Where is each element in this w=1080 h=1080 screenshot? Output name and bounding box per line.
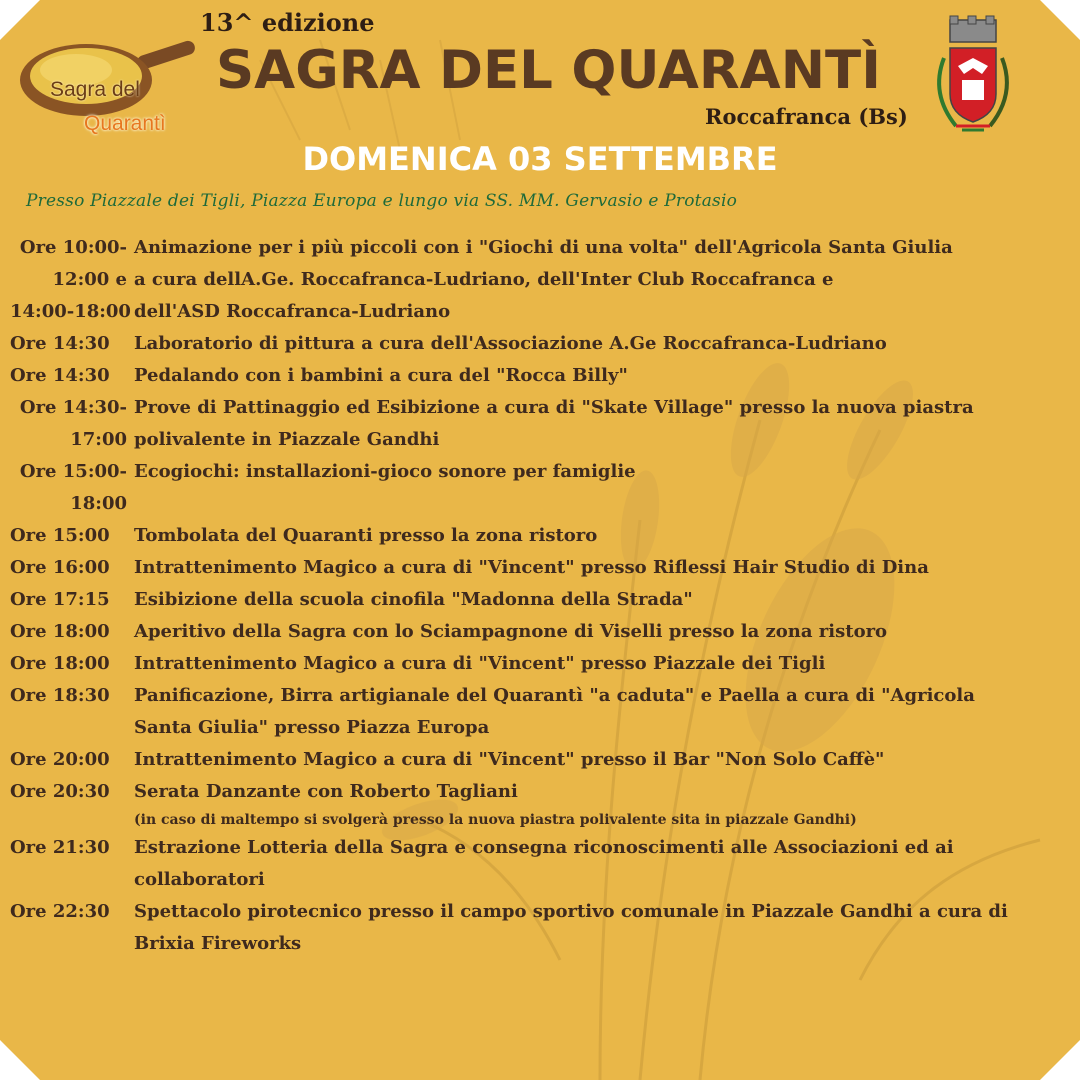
event-description: Laboratorio di pittura a cura dell'Associazione A.Ge Roccafranca-Ludriano	[134, 333, 887, 354]
event-time-line: Ore 15:00-	[19, 461, 127, 482]
event-time	[10, 392, 127, 456]
event-description: Esibizione della scuola cinofila "Madonna della Strada"	[134, 589, 693, 610]
list-item	[10, 896, 1060, 960]
event-time-line: 14:00-18:00	[10, 301, 131, 322]
event-time-line: 17:00	[70, 429, 127, 450]
event-time: Ore 14:30	[10, 365, 110, 386]
event-description-line: Animazione per i più piccoli con i "Giochi di una volta" dell'Agricola Santa Giulia	[134, 237, 953, 258]
list-item	[10, 360, 1060, 392]
event-description	[134, 680, 975, 744]
event-location: Presso Piazzale dei Tigli, Piazza Europa e lungo via SS. MM. Gervasio e Protasio	[26, 191, 738, 211]
list-item	[10, 328, 1060, 360]
list-item	[10, 832, 1060, 896]
list-item	[10, 776, 1060, 832]
municipal-crest-icon	[922, 14, 1022, 146]
list-item	[10, 552, 1060, 584]
edition-label: 13^ edizione	[200, 8, 375, 37]
event-time: Ore 18:00	[10, 621, 110, 642]
event-time-line: 12:00 e	[52, 269, 127, 290]
event-description: Tombolata del Quaranti presso la zona ristoro	[134, 525, 598, 546]
event-description: Intrattenimento Magico a cura di "Vincent" presso Riflessi Hair Studio di Dina	[134, 557, 929, 578]
schedule-list	[10, 232, 1060, 960]
event-description	[134, 392, 974, 456]
corner-decoration	[0, 1040, 40, 1080]
event-description-line: Serata Danzante con Roberto Tagliani	[134, 781, 518, 802]
event-description: Pedalando con i bambini a cura del "Rocca Billy"	[134, 365, 628, 386]
event-note: (in caso di maltempo si svolgerà presso la nuova piastra polivalente sita in piazzale Gandhi)	[134, 812, 857, 828]
event-description	[134, 776, 857, 832]
event-date	[0, 140, 1080, 178]
event-time: Ore 17:15	[10, 589, 110, 610]
list-item	[10, 520, 1060, 552]
event-time: Ore 20:30	[10, 781, 110, 802]
list-item	[10, 456, 1060, 520]
event-description-line: Brixia Fireworks	[134, 933, 302, 954]
event-time: Ore 18:00	[10, 653, 110, 674]
event-time: Ore 16:00	[10, 557, 110, 578]
page-title: SAGRA DEL QUARANTÌ	[216, 40, 881, 101]
sagra-logo	[16, 30, 198, 135]
event-time	[10, 456, 127, 520]
event-description-line: Santa Giulia" presso Piazza Europa	[134, 717, 490, 738]
event-time: Ore 18:30	[10, 685, 110, 706]
event-description	[134, 832, 954, 896]
event-description-line: collaboratori	[134, 869, 265, 890]
event-time-line: Ore 14:30-	[19, 397, 127, 418]
event-description: Intrattenimento Magico a cura di "Vincent" presso il Bar "Non Solo Caffè"	[134, 749, 885, 770]
event-description	[134, 232, 953, 328]
event-description: Intrattenimento Magico a cura di "Vincent" presso Piazzale dei Tigli	[134, 653, 826, 674]
list-item	[10, 744, 1060, 776]
logo-text: Quarantì	[84, 112, 166, 135]
list-item	[10, 584, 1060, 616]
event-date-text: DOMENICA 03 SETTEMBRE	[302, 140, 778, 178]
event-description	[134, 896, 1008, 960]
corner-decoration	[1040, 1040, 1080, 1080]
list-item	[10, 616, 1060, 648]
event-description: Ecogiochi: installazioni-gioco sonore per famiglie	[134, 461, 636, 482]
event-description: Aperitivo della Sagra con lo Sciampagnone di Viselli presso la zona ristoro	[134, 621, 888, 642]
list-item	[10, 392, 1060, 456]
event-description-line: dell'ASD Roccafranca-Ludriano	[134, 301, 451, 322]
event-description-line: Estrazione Lotteria della Sagra e consegna riconoscimenti alle Associazioni ed ai	[134, 837, 954, 858]
event-time-line: 18:00	[70, 493, 127, 514]
logo-text: Sagra del	[50, 78, 140, 101]
event-time: Ore 20:00	[10, 749, 110, 770]
event-time: Ore 15:00	[10, 525, 110, 546]
event-description-line: a cura dellA.Ge. Roccafranca-Ludriano, dell'Inter Club Roccafranca e	[134, 269, 834, 290]
event-time: Ore 22:30	[10, 901, 110, 922]
event-time: Ore 21:30	[10, 837, 110, 858]
event-time: Ore 14:30	[10, 333, 110, 354]
place-label: Roccafranca (Bs)	[705, 104, 908, 129]
sagra-logo-icon	[16, 30, 198, 118]
event-time	[10, 232, 131, 328]
event-description-line: Panificazione, Birra artigianale del Quarantì "a caduta" e Paella a cura di "Agricola	[134, 685, 975, 706]
event-time-line: Ore 10:00-	[19, 237, 127, 258]
corner-decoration	[1040, 0, 1080, 40]
list-item	[10, 680, 1060, 744]
event-description-line: polivalente in Piazzale Gandhi	[134, 429, 440, 450]
list-item	[10, 232, 1060, 328]
event-description-line: Spettacolo pirotecnico presso il campo sportivo comunale in Piazzale Gandhi a cura di	[134, 901, 1008, 922]
event-description-line: Prove di Pattinaggio ed Esibizione a cura di "Skate Village" presso la nuova piastra	[134, 397, 974, 418]
list-item	[10, 648, 1060, 680]
